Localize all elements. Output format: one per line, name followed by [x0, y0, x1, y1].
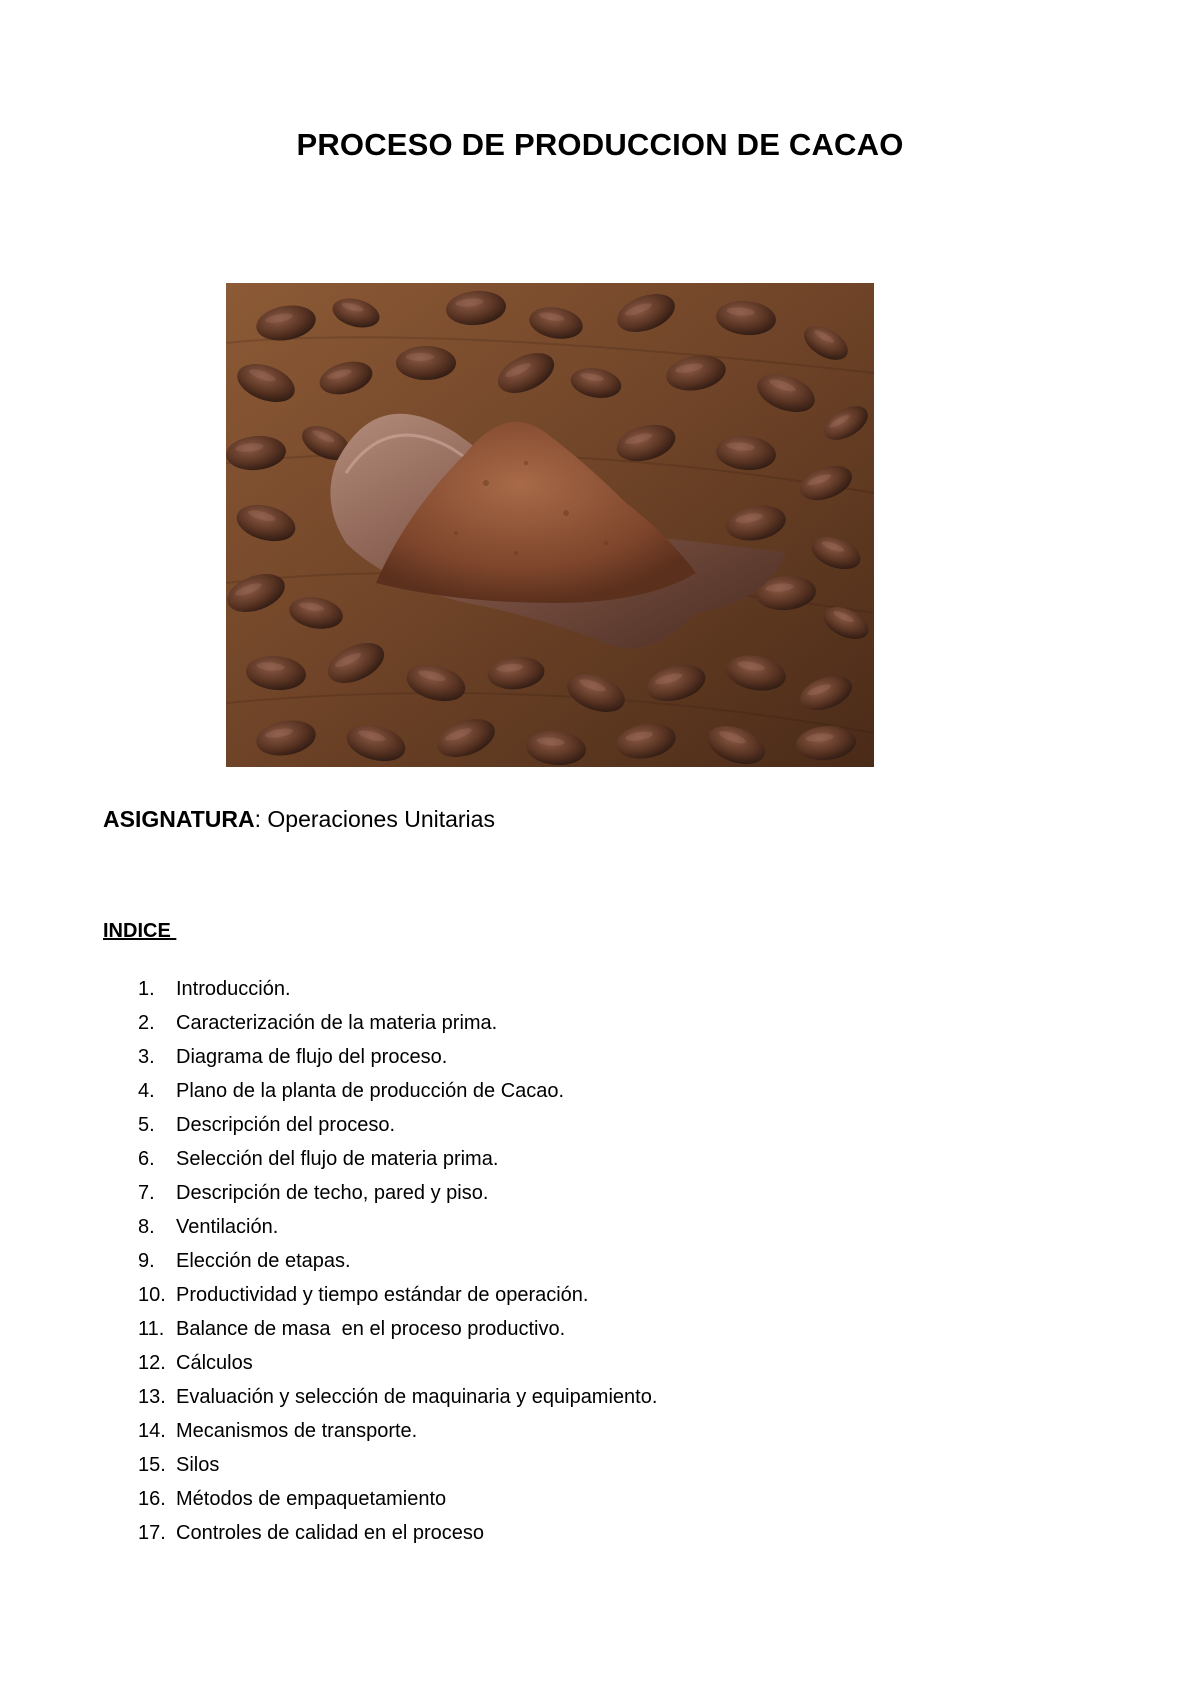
index-item-text: Silos — [176, 1454, 220, 1476]
page-title: PROCESO DE PRODUCCION DE CACAO — [296, 127, 904, 162]
index-item-number: 1. — [138, 978, 155, 1000]
index-item-number: 4. — [138, 1080, 155, 1102]
subject-line — [103, 806, 495, 833]
index-item-number: 16. — [138, 1488, 166, 1510]
cacao-photo — [226, 283, 874, 767]
index-item-number: 9. — [138, 1250, 155, 1272]
index-item-number: 17. — [138, 1522, 166, 1544]
index-item-text: Diagrama de flujo del proceso. — [176, 1046, 448, 1068]
index-item-text: Elección de etapas. — [176, 1250, 351, 1272]
index-item-text: Evaluación y selección de maquinaria y equipamiento. — [176, 1386, 658, 1408]
index-item-number: 2. — [138, 1012, 155, 1034]
index-item-text: Controles de calidad en el proceso — [176, 1522, 484, 1544]
index-item-text: Cálculos — [176, 1352, 253, 1374]
index-item-number: 13. — [138, 1386, 166, 1408]
cacao-beans-and-powder-image — [226, 283, 874, 767]
index-item-text: Mecanismos de transporte. — [176, 1420, 418, 1442]
index-item-number: 5. — [138, 1114, 155, 1136]
index-item-text: Plano de la planta de producción de Cacao. — [176, 1080, 565, 1102]
index-item-text: Descripción de techo, pared y piso. — [176, 1182, 489, 1204]
index-item-text: Ventilación. — [176, 1216, 279, 1238]
index-item-text: Descripción del proceso. — [176, 1114, 395, 1136]
index-item-number: 11. — [138, 1318, 165, 1340]
index-item-number: 15. — [138, 1454, 166, 1476]
index-item-text: Productividad y tiempo estándar de operación. — [176, 1284, 589, 1306]
subject-value: Operaciones Unitarias — [267, 806, 495, 832]
index-item-number: 3. — [138, 1046, 155, 1068]
index-item-text: Métodos de empaquetamiento — [176, 1488, 447, 1510]
index-item-text: Introducción. — [176, 978, 291, 1000]
index-item-text: Selección del flujo de materia prima. — [176, 1148, 499, 1170]
index-item-text: Caracterización de la materia prima. — [176, 1012, 498, 1034]
index-item-number: 12. — [138, 1352, 166, 1374]
index-item-number: 8. — [138, 1216, 155, 1238]
index-item-number: 14. — [138, 1420, 166, 1442]
subject-separator: : — [254, 806, 268, 832]
subject-label: ASIGNATURA — [103, 806, 255, 832]
index-item-number: 7. — [138, 1182, 155, 1204]
index-item-number: 6. — [138, 1148, 155, 1170]
index-item-text: Balance de masa en el proceso productivo. — [176, 1318, 566, 1340]
index-item-number: 10. — [138, 1284, 166, 1306]
index-heading: INDICE — [103, 920, 177, 942]
